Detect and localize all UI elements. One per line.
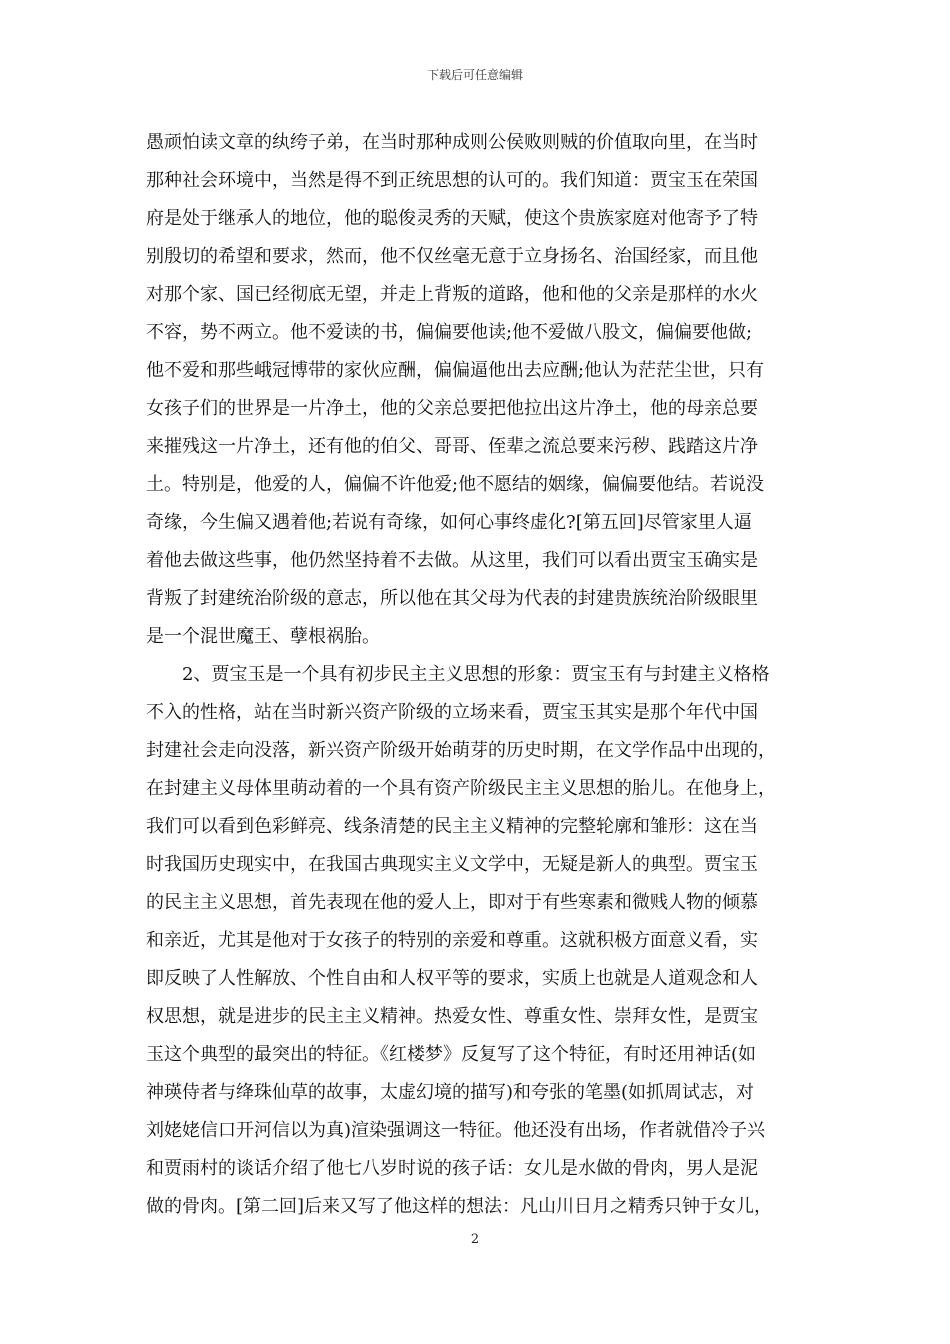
text-line: 奇缘，今生偏又遇着他;若说有奇缘，如何心事终虚化?[第五回]尽管家里人逼 (146, 512, 752, 533)
text-line: 神瑛侍者与绛珠仙草的故事，太虚幻境的描写)和夸张的笔墨(如抓周试志，对 (146, 1082, 755, 1103)
text-line: 和贾雨村的谈话介绍了他七八岁时说的孩子话：女儿是水做的骨肉，男人是泥 (146, 1158, 758, 1179)
text-line: 来摧残这一片净土，还有他的伯父、哥哥、侄辈之流总要来污秽、践踏这片净 (146, 436, 758, 457)
text-line: 他不爱和那些峨冠博带的家伙应酬，偏偏逼他出去应酬;他认为茫茫尘世，只有 (146, 360, 765, 381)
text-line: 女孩子们的世界是一片净土，他的父亲总要把他拉出这片净土，他的母亲总要 (146, 398, 758, 419)
text-line: 不入的性格，站在当时新兴资产阶级的立场来看，贾宝玉其实是那个年代中国 (146, 702, 758, 723)
text-line: 那种社会环境中，当然是得不到正统思想的认可的。我们知道：贾宝玉在荣国 (146, 170, 758, 191)
text-line: 的民主主义思想，首先表现在他的爱人上，即对于有些寒素和微贱人物的倾慕 (146, 892, 758, 913)
document-body (146, 124, 806, 1226)
text-line: 着他去做这些事，他仍然坚持着不去做。从这里，我们可以看出贾宝玉确实是 (146, 550, 758, 571)
text-line: 做的骨肉。[第二回]后来又写了他这样的想法：凡山川日月之精秀只钟于女儿， (146, 1196, 773, 1217)
page-header: 下载后可任意编辑 (426, 68, 523, 82)
paragraph-start-line: 2、贾宝玉是一个具有初步民主主义思想的形象：贾宝玉有与封建主义格格 (182, 664, 770, 685)
text-line: 对那个家、国已经彻底无望，并走上背叛的道路，他和他的父亲是那样的水火 (146, 284, 758, 305)
text-line: 不容，势不两立。他不爱读的书，偏偏要他读;他不爱做八股文，偏偏要他做; (146, 322, 753, 343)
text-line: 背叛了封建统治阶级的意志，所以他在其父母为代表的封建贵族统治阶级眼里 (146, 588, 758, 609)
text-line: 别殷切的希望和要求，然而，他不仅丝毫无意于立身扬名、治国经家，而且他 (146, 246, 758, 267)
text-line: 我们可以看到色彩鲜亮、线条清楚的民主主义精神的完整轮廓和雏形：这在当 (146, 816, 758, 837)
text-line: 府是处于继承人的地位，他的聪俊灵秀的天赋，使这个贵族家庭对他寄予了特 (146, 208, 758, 229)
text-line: 刘姥姥信口开河信以为真)渲染强调这一特征。他还没有出场，作者就借冷子兴 (146, 1120, 766, 1141)
text-line: 封建社会走向没落，新兴资产阶级开始萌芽的历史时期，在文学作品中出现的， (146, 740, 776, 761)
text-line: 愚顽怕读文章的纨绔子弟，在当时那种成则公侯败则贼的价值取向里，在当时 (146, 132, 758, 153)
text-line: 在封建主义母体里萌动着的一个具有资产阶级民主主义思想的胎儿。在他身上， (146, 778, 776, 799)
text-line: 玉这个典型的最突出的特征。《红楼梦》反复写了这个特征，有时还用神话(如 (146, 1044, 757, 1065)
text-line: 是一个混世魔王、孽根祸胎。 (146, 626, 380, 647)
text-line: 时我国历史现实中，在我国古典现实主义文学中，无疑是新人的典型。贾宝玉 (146, 854, 758, 875)
text-line: 即反映了人性解放、个性自由和人权平等的要求，实质上也就是人道观念和人 (146, 968, 758, 989)
text-line: 权思想，就是进步的民主主义精神。热爱女性、尊重女性、崇拜女性，是贾宝 (146, 1006, 758, 1027)
page-number: 2 (470, 1232, 480, 1247)
text-line: 土。特别是，他爱的人，偏偏不许他爱;他不愿结的姻缘，偏偏要他结。若说没 (146, 474, 765, 495)
text-line: 和亲近，尤其是他对于女孩子的特别的亲爱和尊重。这就积极方面意义看，实 (146, 930, 758, 951)
